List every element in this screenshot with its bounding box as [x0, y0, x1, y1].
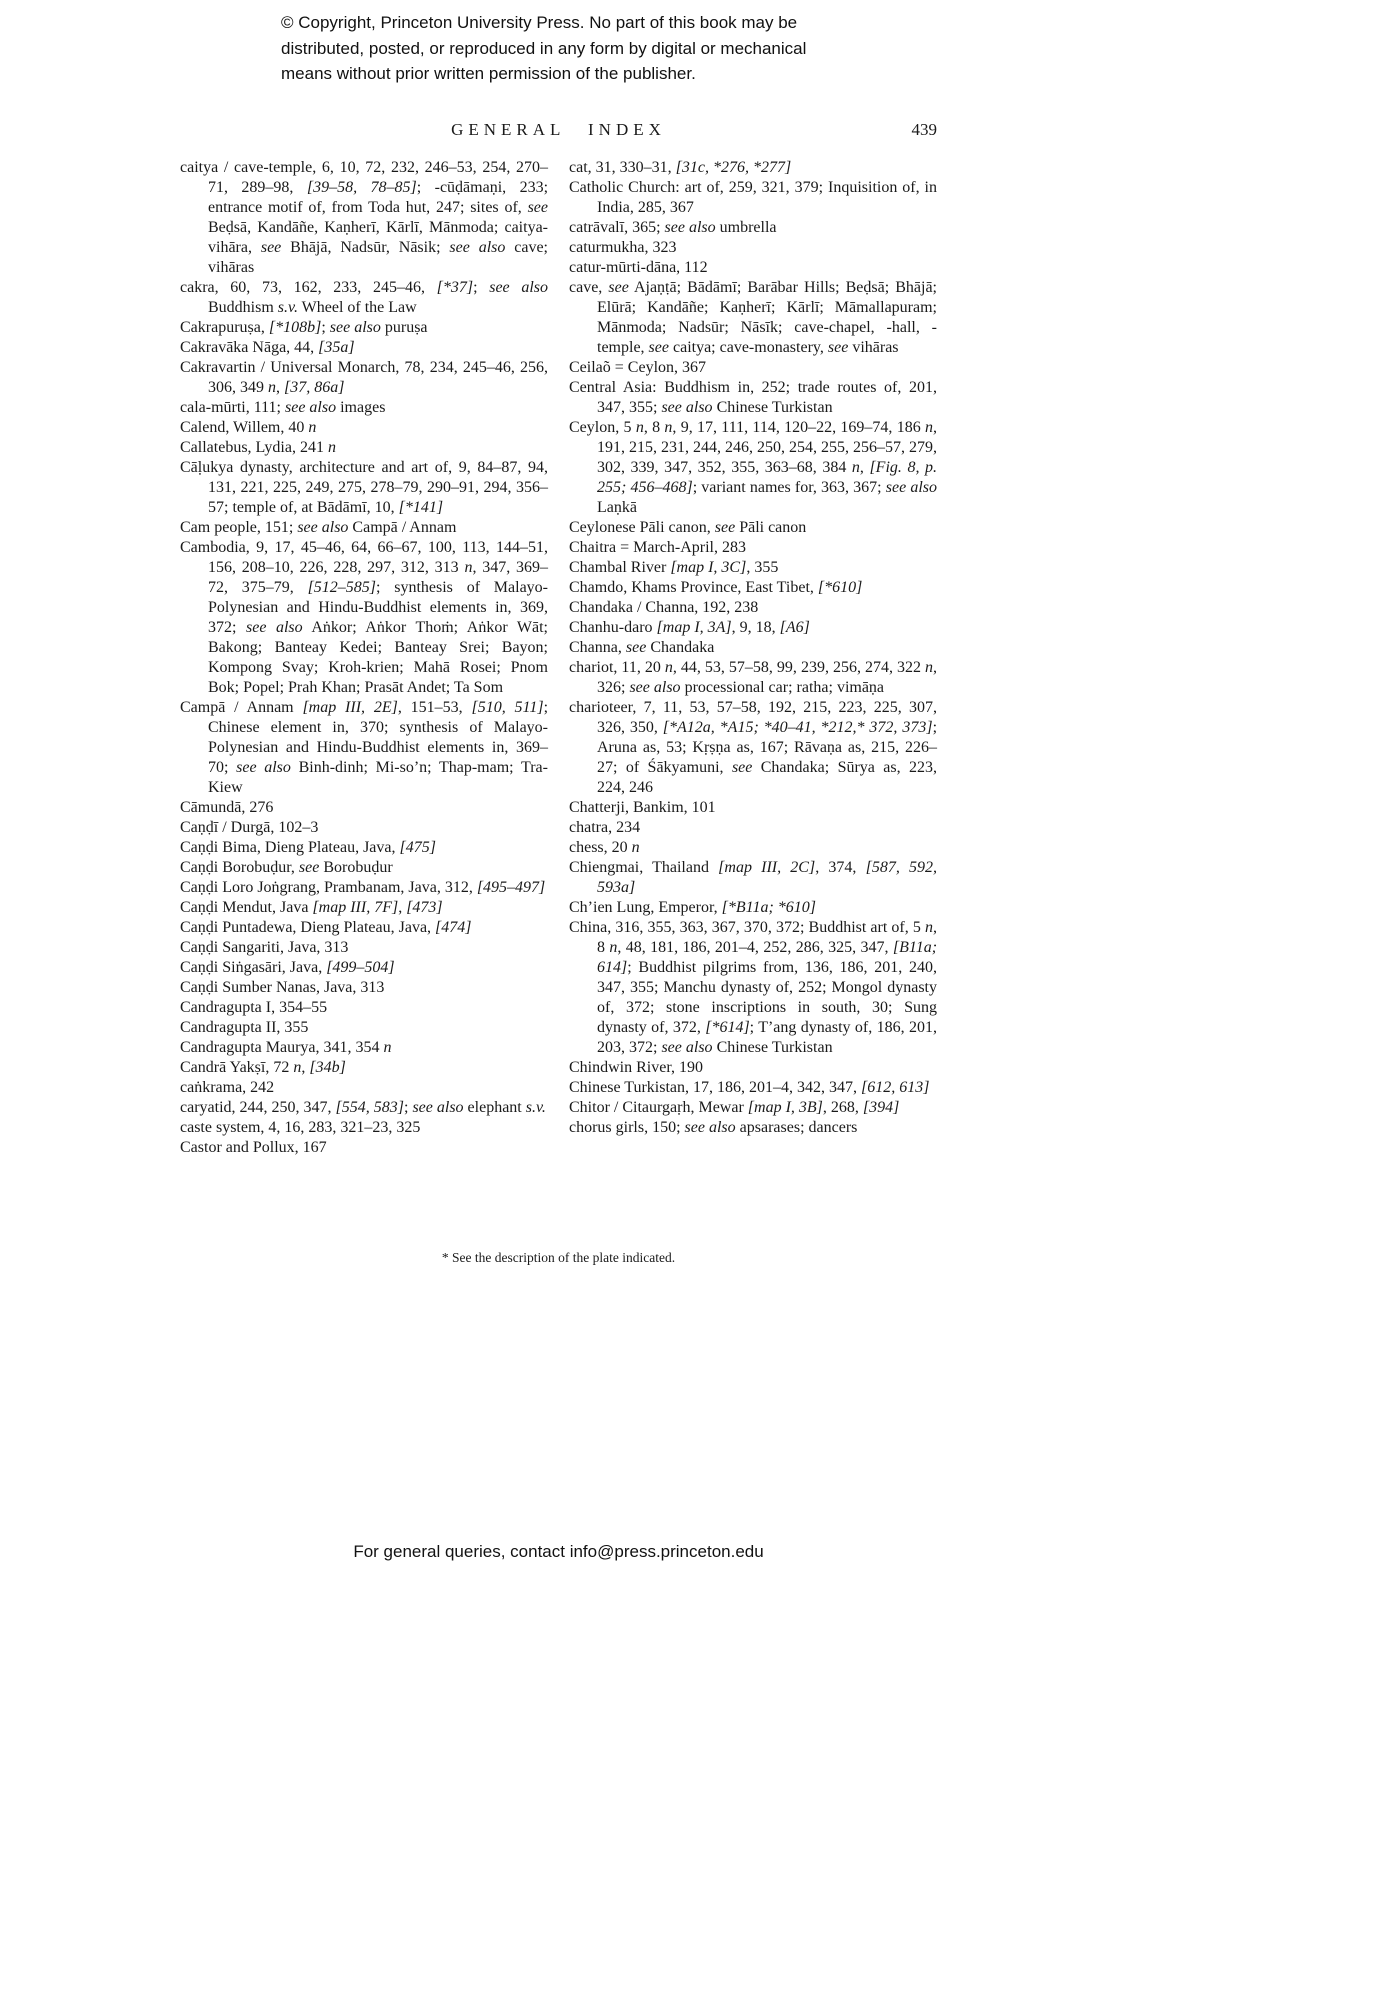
- index-entry: Cāmundā, 276: [180, 799, 274, 816]
- index-entry: Cāḷukya dynasty, architecture and art of, 9, 84–87, 94, 131, 221, 225, 249, 275, 278–79, 290–91, 294, 356–57; temple of, at Bādāmī, 10, [*141]: [180, 459, 548, 516]
- index-entry: Cakravāka Nāga, 44, [35a]: [180, 339, 355, 356]
- index-entry: Candragupta I, 354–55: [180, 999, 328, 1016]
- index-columns: [180, 158, 937, 1158]
- index-entry: Caṇḍi Bima, Dieng Plateau, Java, [475]: [180, 839, 436, 856]
- index-entry: cala-mūrti, 111; see also images: [180, 399, 386, 416]
- index-entry: caitya / cave-temple, 6, 10, 72, 232, 246–53, 254, 270–71, 289–98, [39–58, 78–85]; -cūḍāmaṇi, 233; entrance motif of, from Toda hut, 247; sites of, see Beḍsā, Kandāñe, Kaṇherī, Kārlī, Mānmoda; caitya-vihāra, see Bhājā, Nadsūr, Nāsik; see also cave; vihāras: [180, 159, 549, 276]
- index-entry: Caṇḍī / Durgā, 102–3: [180, 819, 319, 836]
- index-entry: Candrā Yakṣī, 72 n, [34b]: [180, 1059, 346, 1076]
- index-entry: chariot, 11, 20 n, 44, 53, 57–58, 99, 239, 256, 274, 322 n, 326; see also processional car; ratha; vimāṇa: [569, 659, 938, 696]
- footer-contact: For general queries, contact info@press.princeton.edu: [353, 1542, 764, 1561]
- index-entry: Chandaka / Channa, 192, 238: [569, 599, 759, 616]
- index-entry: Campā / Annam [map III, 2E], 151–53, [510, 511]; Chinese element in, 370; synthesis of Malayo-Polynesian and Hindu-Buddhist elements in, 369–70; see also Binh-dinh; Mi-so’n; Thap-mam; Tra-Kiew: [180, 699, 549, 796]
- index-entry: cat, 31, 330–31, [31c, *276, *277]: [569, 159, 792, 176]
- index-entry: Chatterji, Bankim, 101: [569, 799, 716, 816]
- index-entry: Cambodia, 9, 17, 45–46, 64, 66–67, 100, 113, 144–51, 156, 208–10, 226, 228, 297, 312, 313 n, 347, 369–72, 375–79, [512–585]; synthesis of Malayo-Polynesian and Hindu-Buddhist elements in, 369, 372; see also Aṅkor; Aṅkor Thoṁ; Aṅkor Wāt; Bakong; Banteay Kedei; Banteay Srei; Bayon; Kompong Svay; Kroh-krien; Mahā Rosei; Pnom Bok; Popel; Prah Khan; Prasāt Andet; Ta Som: [180, 539, 549, 696]
- index-entry: Ceylonese Pāli canon, see Pāli canon: [569, 519, 807, 536]
- index-entry: Ceilaõ = Ceylon, 367: [569, 359, 707, 376]
- index-entry: caṅkrama, 242: [180, 1079, 275, 1096]
- index-entry: Castor and Pollux, 167: [180, 1139, 327, 1156]
- index-entry: Calend, Willem, 40 n: [180, 419, 317, 436]
- index-entry: Chambal River [map I, 3C], 355: [569, 559, 779, 576]
- index-entry: Ch’ien Lung, Emperor, [*B11a; *610]: [569, 899, 817, 916]
- index-entry: Caṇḍi Loro Joṅgrang, Prambanam, Java, 312, [495–497]: [180, 879, 546, 896]
- index-entry: Callatebus, Lydia, 241 n: [180, 439, 336, 456]
- index-entry: cakra, 60, 73, 162, 233, 245–46, [*37]; see also Buddhism s.v. Wheel of the Law: [180, 279, 548, 316]
- index-entry: Cakrapuruṣa, [*108b]; see also puruṣa: [180, 319, 428, 336]
- index-entry: Chanhu-daro [map I, 3A], 9, 18, [A6]: [569, 619, 810, 636]
- page-header: [180, 120, 937, 144]
- index-entry: Caṇḍi Siṅgasāri, Java, [499–504]: [180, 959, 395, 976]
- index-entry: Chinese Turkistan, 17, 186, 201–4, 342, 347, [612, 613]: [569, 1079, 930, 1096]
- index-entry: Chitor / Citaurgaṛh, Mewar [map I, 3B], 268, [394]: [569, 1099, 900, 1116]
- plate-footnote: * See the description of the plate indicated.: [441, 1250, 676, 1265]
- index-column-right: [569, 158, 937, 1158]
- index-entry: Caṇḍi Mendut, Java [map III, 7F], [473]: [180, 899, 443, 916]
- index-entry: Caṇḍi Borobuḍur, see Borobuḍur: [180, 859, 393, 876]
- index-entry: Channa, see Chandaka: [569, 639, 715, 656]
- index-entry: caryatid, 244, 250, 347, [554, 583]; see also elephant s.v.: [180, 1099, 546, 1116]
- index-entry: Caṇḍi Puntadewa, Dieng Plateau, Java, [474]: [180, 919, 472, 936]
- index-title: GENERAL INDEX: [451, 120, 666, 139]
- index-entry: catur-mūrti-dāna, 112: [569, 259, 708, 276]
- index-entry: Chaitra = March-April, 283: [569, 539, 746, 556]
- index-entry: Chindwin River, 190: [569, 1059, 704, 1076]
- index-entry: Candragupta Maurya, 341, 354 n: [180, 1039, 392, 1056]
- index-entry: chorus girls, 150; see also apsarases; dancers: [569, 1119, 858, 1136]
- index-entry: Candragupta II, 355: [180, 1019, 309, 1036]
- copyright-notice: © Copyright, Princeton University Press. No part of this book may be distributed, posted, or reproduced in any form by digital or mechanical means without prior written permission of the publisher.: [281, 13, 807, 83]
- index-entry: China, 316, 355, 363, 367, 370, 372; Buddhist art of, 5 n, 8 n, 48, 181, 186, 201–4, 252, 286, 325, 347, [B11a; 614]; Buddhist pilgrims from, 136, 186, 201, 240, 347, 355; Manchu dynasty of, 252; Mongol dynasty of, 372; stone inscriptions in south, 30; Sung dynasty of, 372, [*614]; T’ang dynasty of, 186, 201, 203, 372; see also Chinese Turkistan: [569, 919, 938, 1056]
- index-entry: Caṇḍi Sangariti, Java, 313: [180, 939, 349, 956]
- page-number: 439: [911, 120, 937, 139]
- index-entry: Cakravartin / Universal Monarch, 78, 234, 245–46, 256, 306, 349 n, [37, 86a]: [180, 359, 548, 396]
- index-entry: charioteer, 7, 11, 53, 57–58, 192, 215, 223, 225, 307, 326, 350, [*A12a, *A15; *40–41, *212,* 372, 373]; Aruna as, 53; Kṛṣṇa as, 167; Rāvaṇa as, 215, 226–27; of Śākyamuni, see Chandaka; Sūrya as, 223, 224, 246: [569, 699, 938, 796]
- index-entry: catrāvalī, 365; see also umbrella: [569, 219, 777, 236]
- index-entry: caturmukha, 323: [569, 239, 677, 256]
- index-entry: Chamdo, Khams Province, East Tibet, [*610]: [569, 579, 863, 596]
- index-entry: chatra, 234: [569, 819, 641, 836]
- index-entry: Central Asia: Buddhism in, 252; trade routes of, 201, 347, 355; see also Chinese Turkistan: [569, 379, 937, 416]
- index-entry: Cam people, 151; see also Campā / Annam: [180, 519, 457, 536]
- index-entry: chess, 20 n: [569, 839, 640, 856]
- index-entry: Ceylon, 5 n, 8 n, 9, 17, 111, 114, 120–22, 169–74, 186 n, 191, 215, 231, 244, 246, 250, 254, 255, 256–57, 279, 302, 339, 347, 352, 355, 363–68, 384 n, [Fig. 8, p. 255; 456–468]; variant names for, 363, 367; see also Laṇkā: [569, 419, 938, 516]
- index-entry: Catholic Church: art of, 259, 321, 379; Inquisition of, in India, 285, 367: [569, 179, 937, 216]
- index-entry: Caṇḍi Sumber Nanas, Java, 313: [180, 979, 385, 996]
- index-column-left: [180, 158, 548, 1158]
- index-entry: caste system, 4, 16, 283, 321–23, 325: [180, 1119, 421, 1136]
- index-entry: cave, see Ajaṇṭā; Bādāmī; Barābar Hills; Beḍsā; Bhājā; Elūrā; Kandāñe; Kaṇherī; Kārlī; Māmallapuram; Mānmoda; Nadsūr; Nāsīk; cave-chapel, -hall, -temple, see caitya; cave-monastery, see vihāras: [569, 279, 937, 356]
- index-entry: Chiengmai, Thailand [map III, 2C], 374, [587, 592, 593a]: [569, 859, 938, 896]
